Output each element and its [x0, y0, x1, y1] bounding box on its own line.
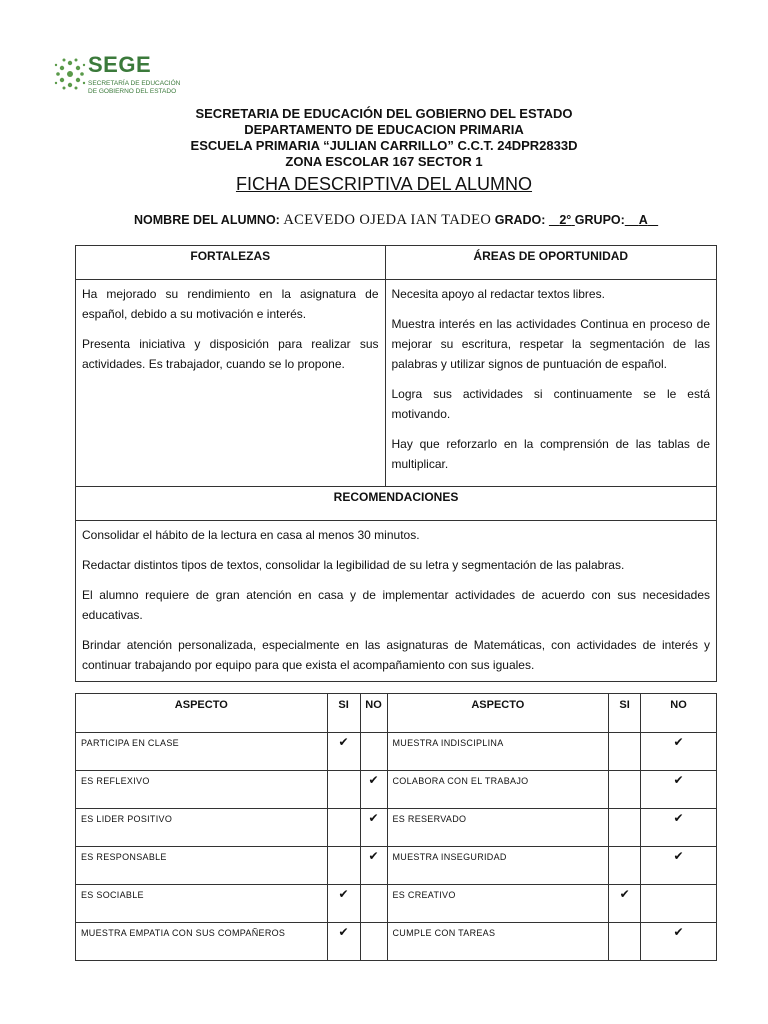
si-mark: ✔ [327, 885, 360, 923]
si-mark [609, 809, 641, 847]
aspect-label: CUMPLE CON TAREAS [387, 923, 609, 961]
no-mark [360, 733, 387, 771]
no-mark: ✔ [641, 847, 717, 885]
recomendacion-item: El alumno requiere de gran atención en casa y de implementar actividades de acuerdo con sus necesidades educativas. [82, 588, 710, 622]
aspect-label: PARTICIPA EN CLASE [76, 733, 328, 771]
oportunidad-cell [385, 280, 717, 487]
aspect-label: MUESTRA EMPATIA CON SUS COMPAÑEROS [76, 923, 328, 961]
no-header: NO [360, 694, 387, 733]
oportunidad-header: ÁREAS DE OPORTUNIDAD [385, 246, 717, 280]
si-mark [609, 847, 641, 885]
checklist-row [76, 847, 717, 885]
si-header: SI [327, 694, 360, 733]
grade-label: GRADO: [494, 213, 546, 227]
no-mark [641, 885, 717, 923]
checklist-row [76, 809, 717, 847]
si-mark [609, 771, 641, 809]
name-label: NOMBRE DEL ALUMNO: [134, 213, 280, 227]
si-mark: ✔ [327, 733, 360, 771]
checklist-row [76, 885, 717, 923]
aspect-label: ES CREATIVO [387, 885, 609, 923]
checklist-row [76, 771, 717, 809]
si-mark [327, 771, 360, 809]
group-label: GRUPO: [574, 213, 625, 227]
aspecto-header: ASPECTO [76, 694, 328, 733]
si-mark [327, 809, 360, 847]
recomendacion-item: Brindar atención personalizada, especialmente en las asignaturas de Matemáticas, con actividades de interés y continuar trabajando por equipo para que exista el acompañamiento con sus iguales. [82, 638, 710, 672]
aspect-label: ES SOCIABLE [76, 885, 328, 923]
no-mark: ✔ [360, 809, 387, 847]
si-mark [327, 847, 360, 885]
no-mark: ✔ [641, 809, 717, 847]
si-mark: ✔ [609, 885, 641, 923]
recomendacion-item: Redactar distintos tipos de textos, consolidar la legibilidad de su letra y segmentación de las palabras. [82, 558, 625, 572]
header-line-2: DEPARTAMENTO DE EDUCACION PRIMARIA [244, 122, 524, 137]
no-mark [360, 923, 387, 961]
no-header: NO [641, 694, 717, 733]
oportunidad-item: Hay que reforzarlo en la comprensión de las tablas de multiplicar. [391, 437, 710, 471]
aspect-label: COLABORA CON EL TRABAJO [387, 771, 609, 809]
student-info-row [134, 212, 658, 229]
aspect-checklist-table [75, 693, 717, 961]
si-mark [609, 733, 641, 771]
oportunidad-item: Logra sus actividades si continuamente se le está motivando. [391, 387, 710, 421]
no-mark: ✔ [641, 771, 717, 809]
recomendaciones-cell [76, 521, 717, 682]
checklist-row [76, 923, 717, 961]
si-header: SI [609, 694, 641, 733]
header-line-1: SECRETARIA DE EDUCACIÓN DEL GOBIERNO DEL ESTADO [195, 106, 573, 121]
no-mark: ✔ [641, 733, 717, 771]
aspect-label: ES RESERVADO [387, 809, 609, 847]
oportunidad-item: Muestra interés en las actividades Continua en proceso de mejorar su escritura, respetar la segmentación de las palabras y utilizar signos de puntuación de español. [391, 317, 710, 371]
recomendaciones-header: RECOMENDACIONES [76, 487, 717, 521]
aspect-label: ES REFLEXIVO [76, 771, 328, 809]
no-mark: ✔ [360, 771, 387, 809]
document-title: FICHA DESCRIPTIVA DEL ALUMNO [235, 174, 533, 194]
recomendacion-item: Consolidar el hábito de la lectura en casa al menos 30 minutos. [82, 528, 420, 542]
header-line-3: ESCUELA PRIMARIA “JULIAN CARRILLO” C.C.T. 24DPR2833D [190, 138, 578, 153]
descriptive-table [75, 245, 717, 682]
student-name: ACEVEDO OJEDA IAN TADEO [283, 212, 492, 228]
checklist-row [76, 733, 717, 771]
aspect-label: ES LIDER POSITIVO [76, 809, 328, 847]
fortaleza-item: Ha mejorado su rendimiento en la asignatura de español, debido a su motivación e interés. [82, 287, 379, 321]
no-mark [360, 885, 387, 923]
si-mark [609, 923, 641, 961]
aspect-label: ES RESPONSABLE [76, 847, 328, 885]
fortalezas-header: FORTALEZAS [76, 246, 386, 280]
fortalezas-cell [76, 280, 386, 487]
oportunidad-item: Necesita apoyo al redactar textos libres. [391, 287, 605, 301]
logo-subtitle: SECRETARÍA DE EDUCACIÓN DE GOBIERNO DEL ESTADO [88, 80, 181, 95]
logo-name: SEGE [88, 52, 152, 77]
aspecto-header: ASPECTO [387, 694, 609, 733]
header-line-4: ZONA ESCOLAR 167 SECTOR 1 [285, 154, 483, 169]
checklist-header-row [76, 694, 717, 733]
no-mark: ✔ [360, 847, 387, 885]
si-mark: ✔ [327, 923, 360, 961]
aspect-label: MUESTRA INSEGURIDAD [387, 847, 609, 885]
no-mark: ✔ [641, 923, 717, 961]
fortaleza-item: Presenta iniciativa y disposición para realizar sus actividades. Es trabajador, cuando se lo propone. [82, 337, 379, 371]
aspect-label: MUESTRA INDISCIPLINA [387, 733, 609, 771]
grade-value: 2° [559, 213, 572, 227]
group-value: A [638, 213, 648, 227]
